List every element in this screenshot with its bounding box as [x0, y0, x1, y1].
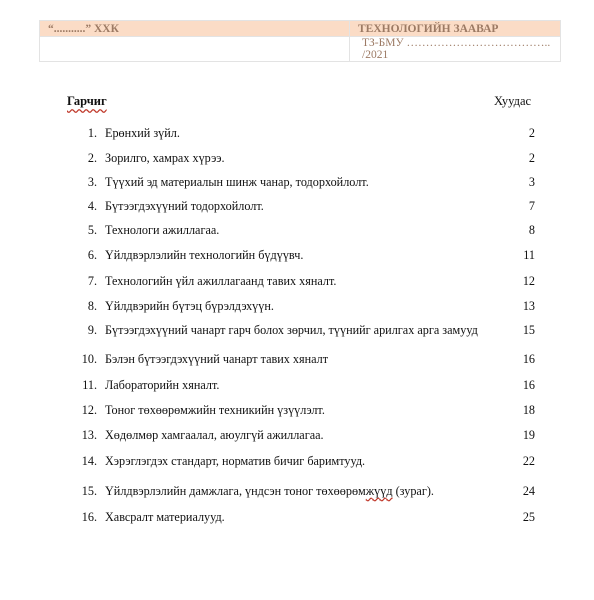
toc-entry-number: 14.	[81, 454, 97, 468]
toc-entry-page: 8	[528, 223, 535, 237]
toc-entry-text: Технологи ажиллагаа.	[105, 223, 220, 237]
toc-entry-number: 13.	[81, 428, 97, 442]
toc-entry-number: 12.	[81, 403, 97, 417]
toc-entry-page: 7	[528, 199, 535, 213]
toc-entry-number: 1.	[87, 126, 97, 140]
toc-pages-heading: Хуудас	[494, 94, 532, 108]
toc-entry-text: Тоног төхөөрөмжийн техникийн үзүүлэлт.	[105, 403, 325, 417]
toc-entry-page: 11	[523, 248, 535, 262]
standard-reference: ТЗ-БМУ ……………………………….. /2021	[350, 37, 561, 62]
toc-entry-text: Технологийн үйл ажиллагаанд тавих хяналт.	[105, 274, 337, 288]
toc-entry-text: Хөдөлмөр хамгаалал, аюулгүй ажиллагаа.	[105, 428, 324, 442]
toc-entry-page: 13	[522, 299, 535, 313]
toc-entry-text-part: Үйлдвэрлэлийн дамжлага, үндсэн тоног төхөөрөм	[105, 484, 366, 498]
toc-entry-text	[105, 484, 480, 498]
toc-entry-text: Лабораторийн хяналт.	[105, 378, 220, 392]
toc-entry-text: Бүтээгдэхүүний чанарт гарч болох зөрчил, түүнийг арилгах арга замууд	[105, 323, 478, 337]
toc-entry-text: Үйлдвэрийн бүтэц бүрэлдэхүүн.	[105, 299, 274, 313]
toc-entry-text-part: (зураг).	[392, 484, 434, 498]
toc-entry-page: 18	[522, 403, 535, 417]
spellcheck-underlined-word: жүүд	[365, 484, 393, 498]
toc-entry-number: 6.	[87, 248, 97, 262]
toc-entry-text: Зорилго, хамрах хүрээ.	[105, 151, 225, 165]
toc-entry-page: 16	[522, 378, 535, 392]
toc-entry-number: 16.	[81, 510, 97, 524]
toc-entry-page: 25	[522, 510, 535, 524]
toc-entry-number: 3.	[87, 175, 97, 189]
toc-entry-page: 19	[522, 428, 535, 442]
toc-entry-page: 24	[522, 484, 535, 498]
document-header	[39, 20, 561, 62]
toc-entry-number: 11.	[82, 378, 97, 392]
toc-entry-text: Ерөнхий зүйл.	[105, 126, 180, 140]
toc-entry-page: 12	[522, 274, 535, 288]
toc-entry-number: 4.	[87, 199, 97, 213]
toc-entry-page: 3	[528, 175, 535, 189]
document-type: ТЕХНОЛОГИЙН ЗААВАР	[350, 21, 561, 37]
toc-entry-text: Хэрэглэгдэх стандарт, норматив бичиг баримтууд.	[105, 454, 366, 468]
toc-entry-text: Хавсралт материалууд.	[105, 510, 225, 524]
toc-entry-text: Бэлэн бүтээгдэхүүний чанарт тавих хяналт	[105, 352, 329, 366]
toc-entry-text: Үйлдвэрлэлийн технологийн бүдүүвч.	[105, 248, 304, 262]
toc-entry-page: 22	[522, 454, 535, 468]
toc-entry-number: 9.	[87, 323, 97, 337]
toc-entry-text: Түүхий эд материалын шинж чанар, тодорхойлолт.	[105, 175, 369, 189]
toc-entry-number: 7.	[87, 274, 97, 288]
company-name: “...........” ХХК	[40, 21, 350, 37]
header-empty-cell	[40, 37, 350, 62]
toc-entry-number: 5.	[87, 223, 97, 237]
toc-entry-page: 16	[522, 352, 535, 366]
toc-entry-page: 2	[528, 126, 535, 140]
toc-title: Гарчиг	[67, 94, 107, 108]
toc-entry-text: Бүтээгдэхүүний тодорхойлолт.	[105, 199, 264, 213]
toc-entry-number: 10.	[81, 352, 97, 366]
toc-entry-number: 2.	[87, 151, 97, 165]
toc-entry-page: 2	[528, 151, 535, 165]
toc-entry-number: 8.	[87, 299, 97, 313]
toc-entry-number: 15.	[81, 484, 97, 498]
toc-entry-page: 15	[522, 323, 535, 337]
